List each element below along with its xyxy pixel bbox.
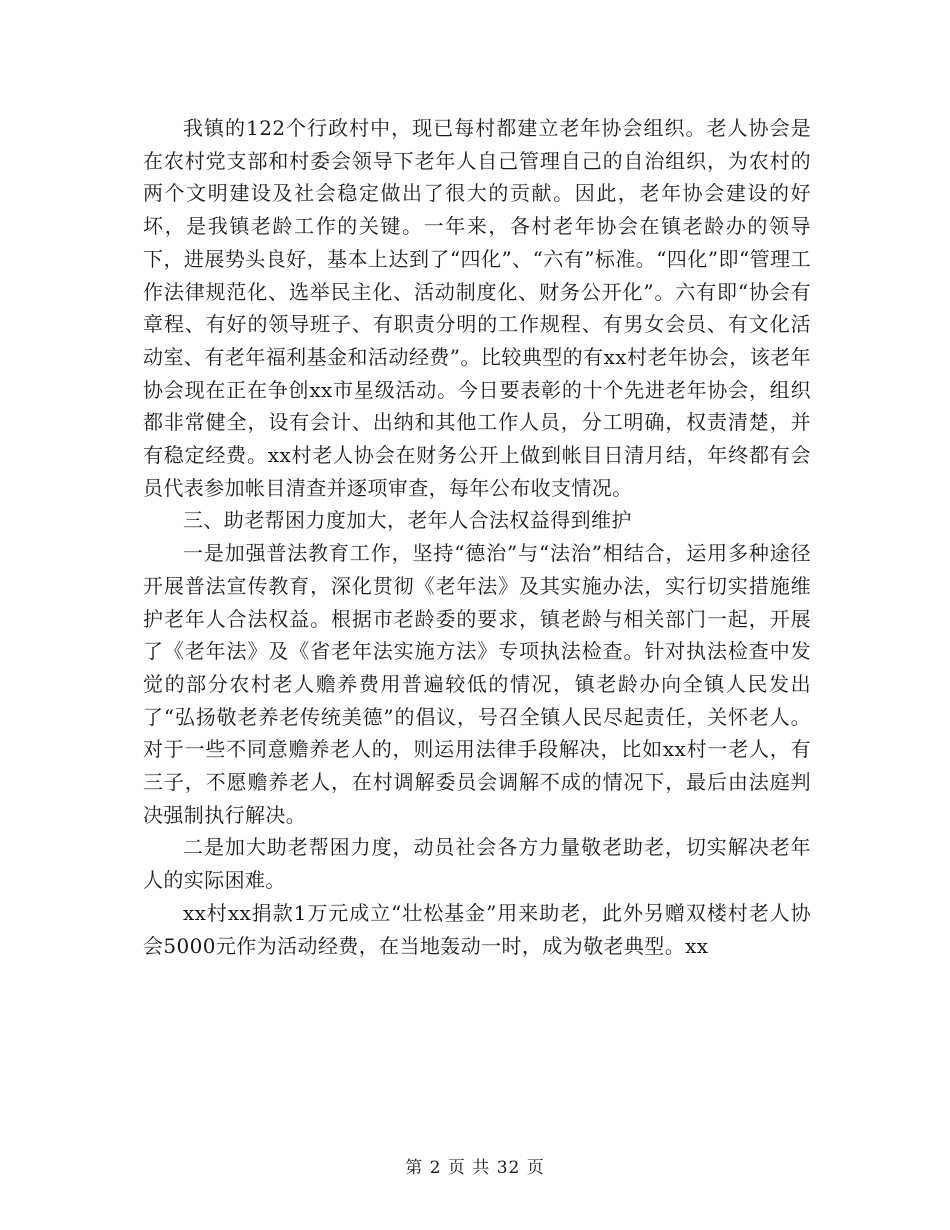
paragraph-donation-fund: xx村xx捐款1万元成立“壮松基金”用来助老，此外另赠双楼村老人协会5000元作为活动经费，在当地轰动一时，成为敬老典型。xx [143,900,811,958]
section-heading-elderly-rights: 三、助老帮困力度加大，老年人合法权益得到维护 [183,508,632,533]
footer-page-unit: 页 [447,1158,466,1178]
footer-total-unit: 页 [526,1158,545,1178]
page-footer [0,1153,950,1178]
footer-total-label: 共 [472,1158,491,1178]
footer-current-page: 2 [429,1158,442,1178]
footer-total-pages: 32 [496,1158,521,1178]
paragraph-legal-education: 一是加强普法教育工作，坚持“德治”与“法治”相结合，运用多种途径开展普法宣传教育，深化贯彻《老年法》及其实施办法，实行切实措施维护老年人合法权益。根据市老龄委的要求，镇老龄与相关部门一起，开展了《老年法》及《省老年法实施方法》专项执法检查。针对执法检查中发觉的部分农村老人赡养费用普遍较低的情况，镇老龄办向全镇人民发出了“弘扬敬老养老传统美德”的倡议，号召全镇人民尽起责任，关怀老人。对于一些不同意赡养老人的，则运用法律手段解决，比如xx村一老人，有三子，不愿赡养老人，在村调解委员会调解不成的情况下，最后由法庭判决强制执行解决。 [143,541,811,827]
footer-page-label: 第 [405,1158,424,1178]
document-body [143,112,811,962]
paragraph-association-organization: 我镇的122个行政村中，现已每村都建立老年协会组织。老人协会是在农村党支部和村委会领导下老年人自己管理自己的自治组织，为农村的两个文明建设及社会稳定做出了很大的贡献。因此，老年协会建设的好坏，是我镇老龄工作的关键。一年来，各村老年协会在镇老龄办的领导下，进展势头良好，基本上达到了“四化”、“六有”标准。“四化”即“管理工作法律规范化、选举民主化、活动制度化、财务公开化”。六有即“协会有章程、有好的领导班子、有职责分明的工作规程、有男女会员、有文化活动室、有老年福利基金和活动经费”。比较典型的有xx村老年协会，该老年协会现在正在争创xx市星级活动。今日要表彰的十个先进老年协会，组织都非常健全，设有会计、出纳和其他工作人员，分工明确，权责清楚，并有稳定经费。xx村老人协会在财务公开上做到帐目日清月结，年终都有会员代表参加帐目清查并逐项审查，每年公布收支情况。 [143,116,811,500]
paragraph-assistance-effort: 二是加大助老帮困力度，动员社会各方力量敬老助老，切实解决老年人的实际困难。 [143,835,811,893]
